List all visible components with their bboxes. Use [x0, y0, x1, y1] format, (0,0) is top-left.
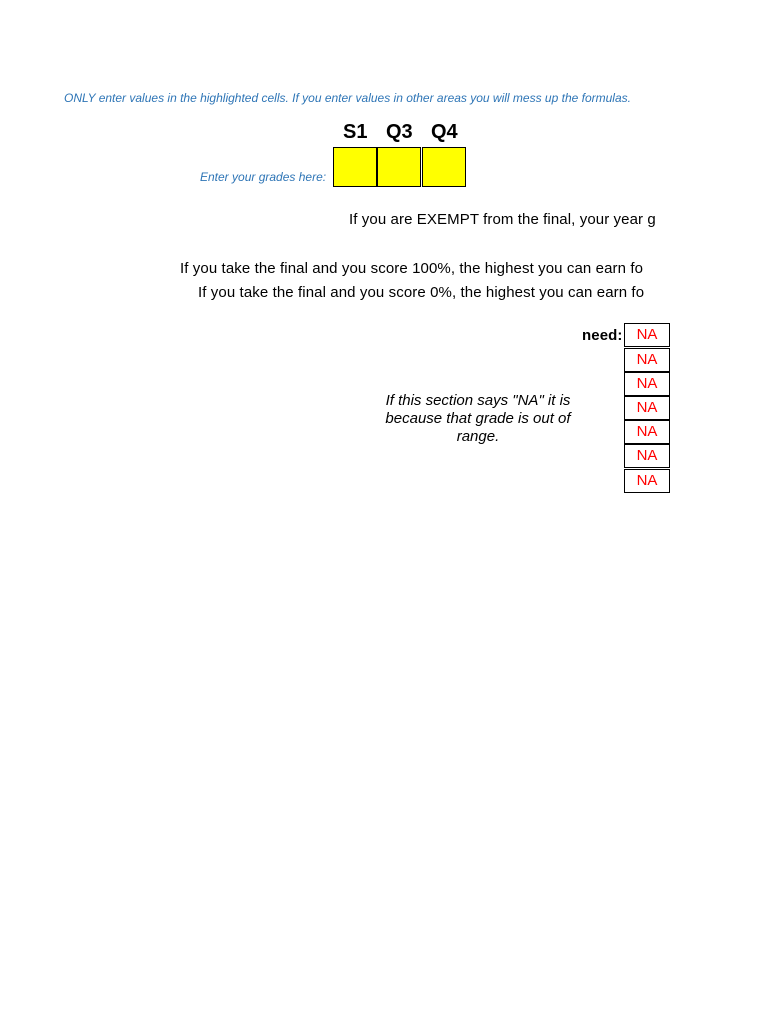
need-value-cell: NA — [624, 372, 670, 396]
score-100-message: If you take the final and you score 100%, the highest you can earn fo — [180, 260, 644, 277]
need-value-cell: NA — [624, 396, 670, 420]
need-value-cell: NA — [624, 469, 670, 493]
score-0-message: If you take the final and you score 0%, the highest you can earn fo — [198, 284, 645, 301]
header-s1: S1 — [343, 121, 368, 143]
grades-entry-label: Enter your grades here: — [200, 170, 327, 184]
need-value-cell: NA — [624, 444, 670, 468]
need-label: need: — [582, 327, 623, 344]
results-area — [0, 0, 670, 320]
need-value-cell: NA — [624, 420, 670, 444]
header-q4: Q4 — [431, 121, 458, 143]
na-explanation: If this section says "NA" it is because that grade is out of range. — [385, 392, 571, 445]
exempt-message: If you are EXEMPT from the final, your year g — [349, 211, 656, 228]
need-value-cell: NA — [624, 323, 670, 347]
need-value-cell: NA — [624, 348, 670, 372]
header-q3: Q3 — [386, 121, 413, 143]
instructions-note: ONLY enter values in the highlighted cells. If you enter values in other areas you will mess up the formulas. — [64, 91, 631, 105]
